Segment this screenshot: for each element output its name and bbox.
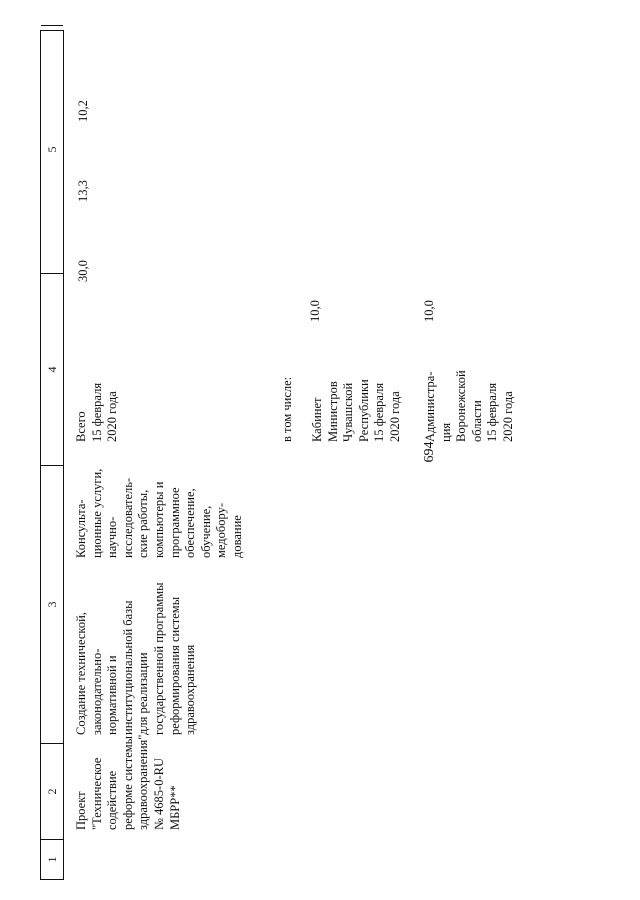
activities-line: Консульта- bbox=[74, 499, 88, 558]
activities-line: дование bbox=[229, 515, 244, 558]
activities-line: научно- bbox=[105, 516, 120, 558]
purpose-line: здравоохранения bbox=[183, 644, 198, 735]
chuvash-line: Министров bbox=[325, 381, 340, 442]
activities-line: обучение, bbox=[198, 505, 213, 558]
total-line: 15 февраля bbox=[89, 382, 104, 442]
voronezh-line: области bbox=[469, 400, 484, 442]
project-line: Проект bbox=[74, 791, 88, 830]
purpose-line: реформирования системы bbox=[167, 596, 182, 735]
voronezh-line: 2020 года bbox=[500, 391, 515, 442]
purpose-line: законодательно- bbox=[89, 648, 104, 735]
purpose-cell bbox=[74, 582, 199, 735]
total-col7-value: 13,3 bbox=[76, 180, 90, 202]
project-line: здравоохранения" bbox=[136, 734, 151, 830]
purpose-line: для реализации bbox=[136, 652, 151, 735]
project-name-cell bbox=[74, 735, 183, 830]
activities-line: медобору- bbox=[214, 502, 229, 558]
chuvash-line: Чувашской bbox=[341, 382, 356, 442]
rotated-table bbox=[40, 30, 600, 880]
total-line: 2020 года bbox=[105, 391, 120, 442]
voronezh-line: ция bbox=[438, 422, 453, 442]
purpose-line: нормативной и bbox=[105, 655, 120, 735]
chuvash-line: 15 февраля bbox=[372, 382, 387, 442]
col-6-header bbox=[41, 0, 63, 25]
project-line: МБРР** bbox=[167, 785, 182, 830]
project-line: № 4685-0-RU bbox=[151, 758, 166, 830]
col-1-header: 1 bbox=[41, 839, 63, 879]
total-line: Всего bbox=[74, 411, 88, 442]
chuvash-line: 2020 года bbox=[387, 391, 402, 442]
col-4-header: 4 bbox=[41, 273, 63, 465]
col-2-header: 2 bbox=[41, 743, 63, 839]
chuvash-col6-value: 10,0 bbox=[308, 300, 322, 322]
voronezh-cell bbox=[423, 370, 517, 442]
purpose-line: институциональной базы bbox=[120, 600, 135, 735]
col-5-header: 5 bbox=[41, 25, 63, 273]
activities-line: ские работы, bbox=[136, 489, 151, 558]
purpose-line: государственной программы bbox=[151, 582, 166, 735]
voronezh-line: Администра- bbox=[423, 371, 437, 442]
column-number-header bbox=[40, 30, 64, 880]
chuvash-cell bbox=[310, 379, 404, 442]
total-col6-value: 30,0 bbox=[76, 260, 90, 282]
activities-line: исследователь- bbox=[120, 477, 135, 558]
page-number: 694 bbox=[422, 441, 437, 463]
total-period-cell bbox=[74, 383, 121, 442]
project-line: реформе системы bbox=[120, 735, 135, 830]
project-line: "Техническое bbox=[89, 757, 104, 830]
total-col8-value: 10,2 bbox=[76, 100, 90, 122]
including-label: в том числе: bbox=[280, 376, 294, 442]
chuvash-line: Республики bbox=[356, 379, 371, 442]
purpose-line: Создание технической, bbox=[74, 612, 88, 735]
activities-line: ционные услуги, bbox=[89, 468, 104, 558]
voronezh-line: 15 февраля bbox=[485, 382, 500, 442]
activities-cell bbox=[74, 469, 246, 558]
activities-line: обеспечение, bbox=[183, 488, 198, 558]
project-line: содействие bbox=[105, 770, 120, 830]
voronezh-col6-value: 10,0 bbox=[422, 300, 436, 322]
activities-line: программное bbox=[167, 487, 182, 558]
activities-line: компьютеры и bbox=[151, 481, 166, 558]
chuvash-line: Кабинет bbox=[310, 397, 324, 442]
col-3-header: 3 bbox=[41, 465, 63, 743]
voronezh-line: Воронежской bbox=[454, 370, 469, 442]
